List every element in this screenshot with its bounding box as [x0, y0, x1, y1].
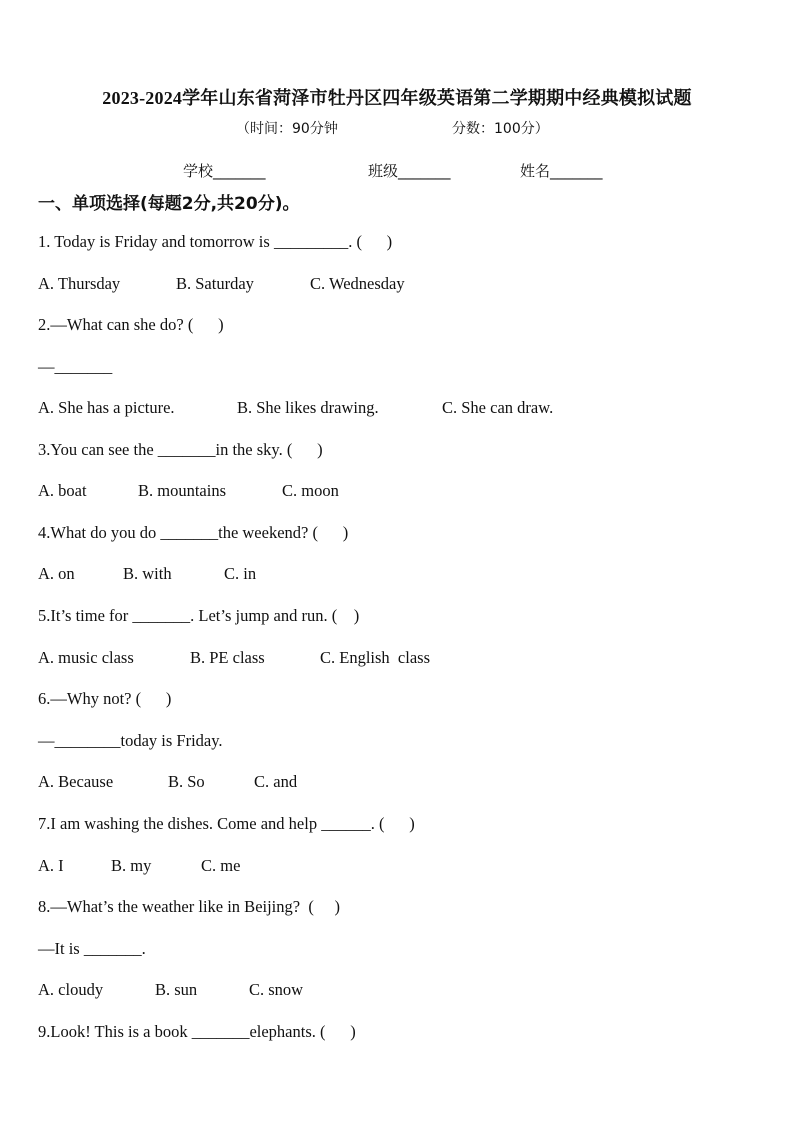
question-1: 1. Today is Friday and tomorrow is _________. ( )	[38, 232, 393, 251]
option-b[interactable]: B. my	[111, 856, 152, 875]
option-a[interactable]: A. boat	[38, 481, 87, 500]
option-c[interactable]: C. me	[201, 856, 241, 875]
question-2-answer-line[interactable]: —_______	[38, 357, 113, 376]
option-c[interactable]: C. snow	[249, 980, 304, 999]
option-b[interactable]: B. PE class	[190, 648, 265, 667]
exam-score: 分数：100分）	[452, 121, 549, 137]
option-a[interactable]: A. cloudy	[38, 980, 104, 999]
option-b[interactable]: B. sun	[155, 980, 198, 999]
name-field[interactable]: 姓名_______	[520, 162, 603, 180]
question-2: 2.—What can she do? ( )	[38, 315, 224, 334]
option-a[interactable]: A. I	[38, 856, 64, 875]
option-a[interactable]: A. on	[38, 564, 75, 583]
option-a[interactable]: A. Because	[38, 772, 114, 791]
option-b[interactable]: B. mountains	[138, 481, 227, 500]
class-field[interactable]: 班级_______	[368, 162, 451, 180]
question-5: 5.It’s time for _______. Let’s jump and run. ( )	[38, 606, 360, 625]
question-4: 4.What do you do _______the weekend? ( )	[38, 523, 349, 542]
option-a[interactable]: A. She has a picture.	[38, 398, 175, 417]
option-a[interactable]: A. music class	[38, 648, 134, 667]
question-3: 3.You can see the _______in the sky. ( )	[38, 440, 323, 459]
option-c[interactable]: C. English class	[320, 648, 430, 667]
exam-time: （时间：90分钟	[236, 121, 338, 137]
question-6-answer-line[interactable]: —________today is Friday.	[38, 731, 223, 750]
option-c[interactable]: C. in	[224, 564, 257, 583]
option-c[interactable]: C. Wednesday	[310, 274, 405, 293]
section-heading: 一、单项选择(每题2分,共20分)。	[38, 194, 300, 214]
option-b[interactable]: B. She likes drawing.	[237, 398, 379, 417]
option-b[interactable]: B. with	[123, 564, 172, 583]
option-c[interactable]: C. and	[254, 772, 298, 791]
option-c[interactable]: C. moon	[282, 481, 339, 500]
question-7: 7.I am washing the dishes. Come and help ______. ( )	[38, 814, 415, 833]
exam-title: 2023-2024学年山东省菏泽市牡丹区四年级英语第二学期期中经典模拟试题	[102, 88, 692, 108]
question-8-answer-line[interactable]: —It is _______.	[38, 939, 146, 958]
option-b[interactable]: B. So	[168, 772, 205, 791]
school-field[interactable]: 学校_______	[183, 162, 266, 180]
option-b[interactable]: B. Saturday	[176, 274, 254, 293]
question-8: 8.—What’s the weather like in Beijing? ( )	[38, 897, 340, 916]
option-a[interactable]: A. Thursday	[38, 274, 121, 293]
question-6: 6.—Why not? ( )	[38, 689, 172, 708]
question-9: 9.Look! This is a book _______elephants. ( )	[38, 1022, 356, 1041]
option-c[interactable]: C. She can draw.	[442, 398, 554, 417]
